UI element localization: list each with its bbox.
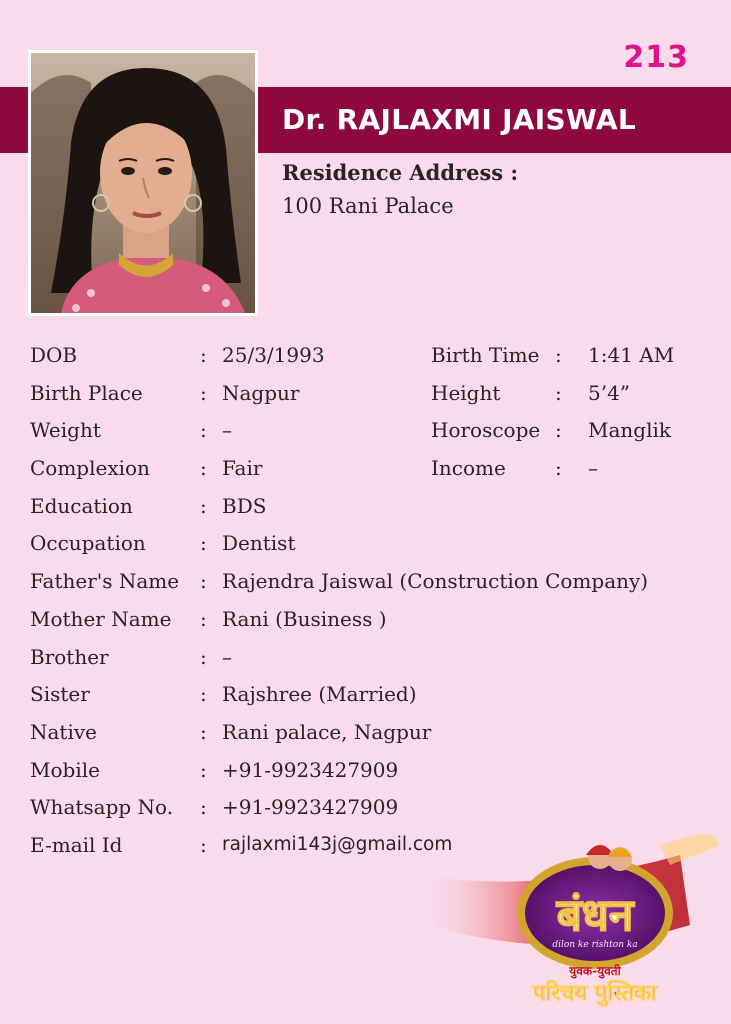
detail-row-sister	[30, 679, 710, 717]
detail-value: –	[222, 644, 232, 669]
detail-colon-secondary: :	[555, 343, 562, 367]
detail-colon: :	[200, 418, 207, 443]
detail-row-occupation	[30, 528, 710, 566]
detail-label: Complexion	[30, 456, 150, 481]
page-number: 213	[623, 40, 689, 75]
detail-colon: :	[200, 569, 207, 594]
logo-tagline: dilon ke rishton ka	[552, 940, 638, 950]
detail-colon: :	[200, 832, 207, 857]
detail-label-secondary: Horoscope	[431, 418, 541, 443]
detail-value: Rajshree (Married)	[222, 682, 417, 707]
detail-value: +91-9923427909	[222, 757, 399, 782]
residence-address-label: Residence Address :	[282, 160, 519, 185]
bandhan-logo	[420, 835, 720, 1015]
detail-colon: :	[200, 493, 207, 518]
detail-colon: :	[200, 719, 207, 744]
detail-label-secondary: Birth Time	[431, 343, 540, 367]
detail-label-secondary: Income	[431, 456, 506, 481]
detail-colon: :	[200, 531, 207, 556]
detail-colon: :	[200, 343, 207, 367]
detail-label: Sister	[30, 682, 90, 707]
detail-label-secondary: Height	[431, 380, 501, 405]
detail-label: Whatsapp No.	[30, 795, 174, 820]
detail-value: Nagpur	[222, 380, 300, 405]
detail-colon-secondary: :	[555, 418, 562, 443]
detail-value: Dentist	[222, 531, 296, 556]
profile-photo	[28, 50, 258, 316]
detail-label: Father's Name	[30, 569, 180, 594]
detail-label: Native	[30, 719, 97, 744]
logo-subtitle: परिचय पुस्तिका	[533, 981, 657, 1006]
detail-label: DOB	[30, 343, 78, 367]
email-value: rajlaxmi143j@gmail.com	[222, 833, 453, 855]
detail-value: 25/3/1993	[222, 343, 325, 367]
detail-value-secondary: 5’4”	[588, 380, 631, 405]
detail-value-secondary: Manglik	[588, 418, 671, 443]
detail-row-complexion	[30, 453, 710, 491]
detail-colon: :	[200, 380, 207, 405]
detail-colon: :	[200, 456, 207, 481]
detail-colon-secondary: :	[555, 456, 562, 481]
residence-address-value: 100 Rani Palace	[282, 194, 454, 218]
logo-title: बंधन	[556, 890, 634, 941]
detail-value: Rajendra Jaiswal (Construction Company)	[222, 569, 649, 594]
detail-label: Education	[30, 493, 133, 518]
detail-row-whatsapp	[30, 792, 710, 830]
detail-value: Rani palace, Nagpur	[222, 719, 432, 744]
details-list	[30, 340, 710, 868]
profile-name: Dr. RAJLAXMI JAISWAL	[282, 103, 637, 136]
detail-value: +91-9923427909	[222, 795, 399, 820]
detail-row-mother-name	[30, 604, 710, 642]
detail-row-father-name	[30, 566, 710, 604]
detail-row-weight	[30, 415, 710, 453]
detail-label: Mobile	[30, 757, 100, 782]
detail-value: Rani (Business )	[222, 606, 387, 631]
detail-value-secondary: –	[588, 456, 598, 481]
detail-label: Brother	[30, 644, 109, 669]
detail-row-education	[30, 491, 710, 529]
detail-value: BDS	[222, 493, 267, 518]
detail-label: Birth Place	[30, 380, 143, 405]
logo-subtitle-small: युवक-युवती	[569, 964, 621, 978]
detail-value: –	[222, 418, 232, 443]
detail-label: Weight	[30, 418, 101, 443]
detail-row-mobile	[30, 755, 710, 793]
detail-colon-secondary: :	[555, 380, 562, 405]
detail-value: Fair	[222, 456, 263, 481]
detail-value-secondary: 1:41 AM	[588, 343, 675, 367]
detail-colon: :	[200, 795, 207, 820]
detail-label: Mother Name	[30, 606, 172, 631]
detail-colon: :	[200, 644, 207, 669]
detail-colon: :	[200, 682, 207, 707]
detail-label: E-mail Id	[30, 832, 123, 857]
detail-row-birth-place	[30, 378, 710, 416]
detail-row-native	[30, 717, 710, 755]
detail-row-brother	[30, 642, 710, 680]
detail-label: Occupation	[30, 531, 146, 556]
detail-colon: :	[200, 606, 207, 631]
detail-row-dob	[30, 340, 710, 378]
detail-colon: :	[200, 757, 207, 782]
